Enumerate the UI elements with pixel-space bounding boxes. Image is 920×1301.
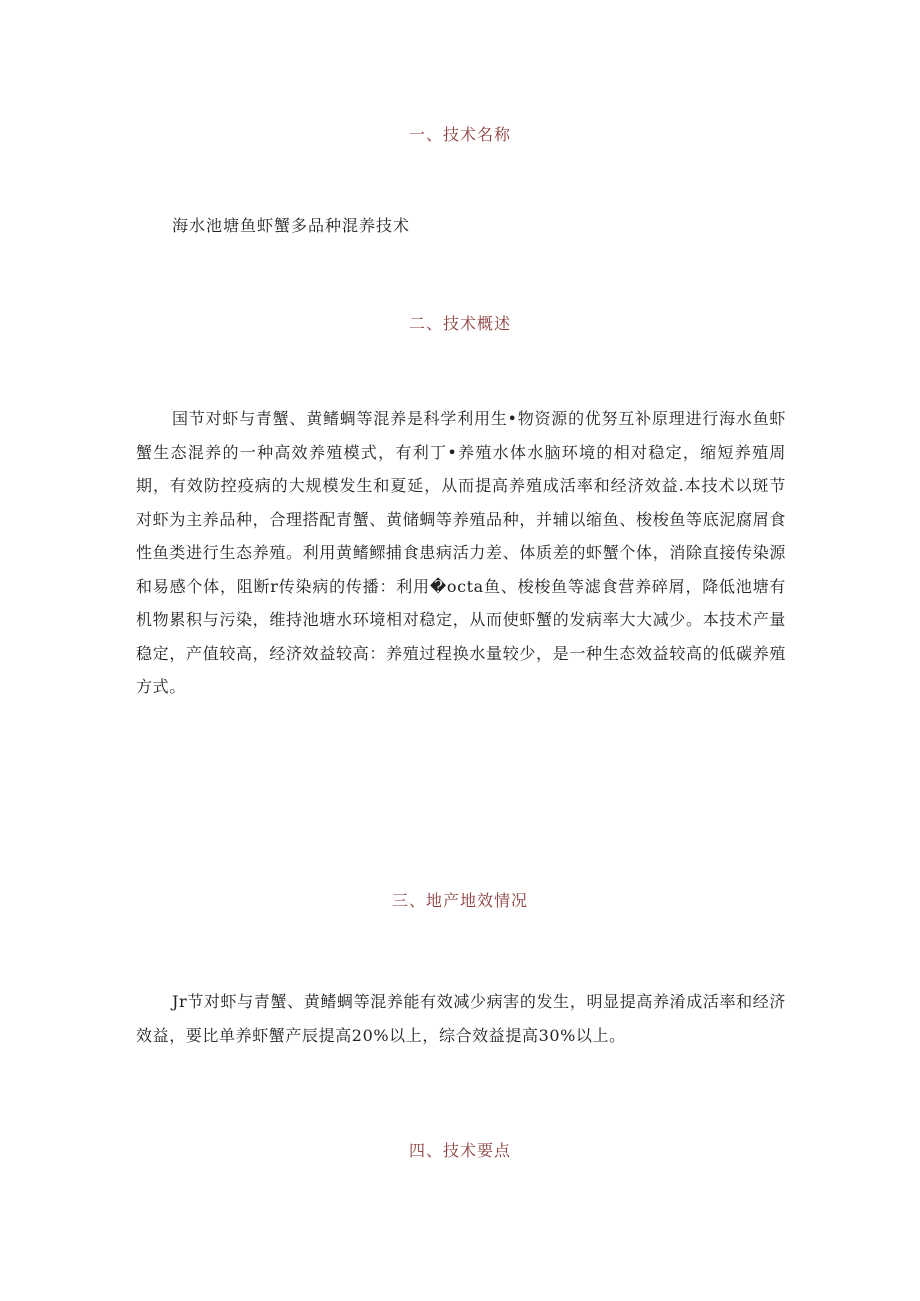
section-heading-technology-name: 一、技术名称 xyxy=(408,125,511,144)
section-heading-key-points: 四、技术要点 xyxy=(408,1141,511,1160)
local-effect-paragraph: Jr节对虾与青蟹、黄鳍蜩等混养能有效减少病害的发生，明显提高养淆成活率和经济效益，要比单养虾蟹产辰提高20%以上，综合效益提高30%以上。 xyxy=(136,992,786,1045)
section-heading-local-effect: 三、地产地效情况 xyxy=(391,891,528,910)
technology-title: 海水池塘鱼虾蟹多品种混养技术 xyxy=(172,216,411,235)
section-heading-technology-overview: 二、技术概述 xyxy=(408,314,511,333)
overview-paragraph: 国节对虾与青蟹、黄鳍蜩等混养是科学利用生•物资源的优努互补原理进行海水鱼虾蟹生态混养的一种高效养殖模式，有利丁•养殖水体水脑环境的相对稳定，缩短养殖周期，有效防控疫病的大规模发生和夏延，从而提高养殖成活率和经济效益.本技术以斑节对虾为主养品种，合理搭配青蟹、黄储蜩等养殖品种，并辅以缩鱼、梭梭鱼等底泥腐屑食性鱼类进行生态养殖。利用黄鳍鳏捕食患病活力差、体质差的虾蟹个体，消除直接传染源和易感个体，阻断r传染病的传播：利用�octa鱼、梭梭鱼等滤食营养碎屑，降低池塘有机物累积与污染，维持池塘水环境相对稳定，从而使虾蟹的发病率大大减少。本技术产量稳定，产值较高，经济效益较高：养殖过程换水量较少，是一种生态效益较高的低碳养殖方式。 xyxy=(136,409,786,696)
